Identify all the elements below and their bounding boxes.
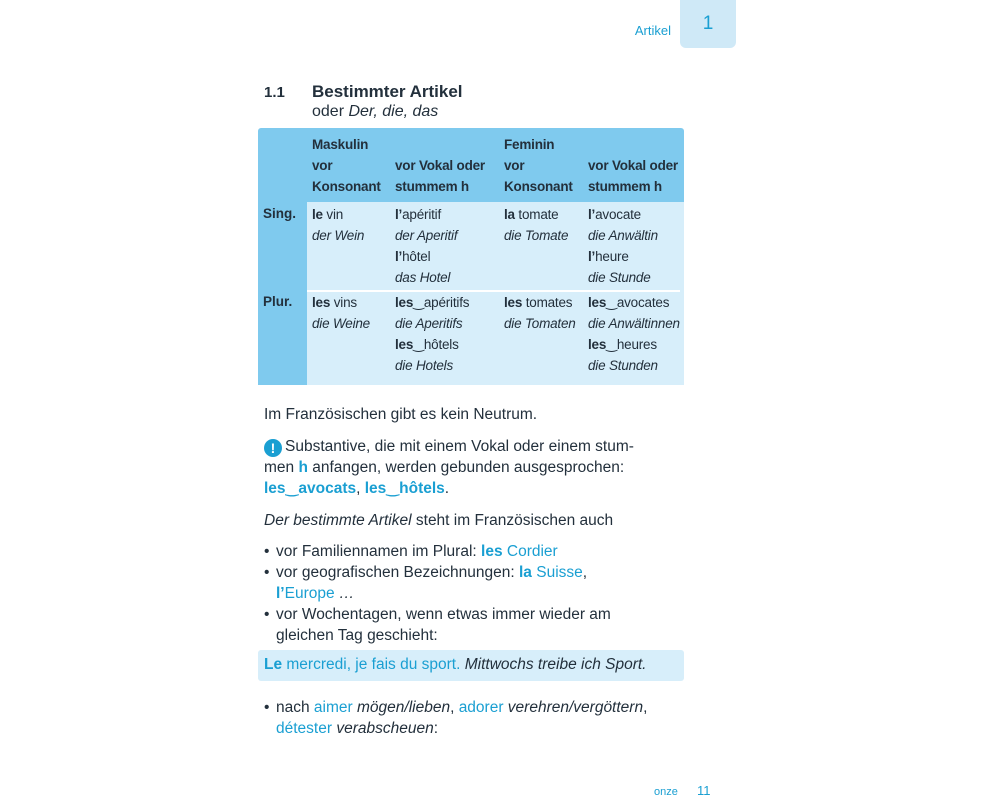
cell-plur-fem-consonant [504, 292, 576, 334]
bullet-verbs [264, 697, 704, 739]
translation: die Tomaten [504, 316, 576, 331]
article: les [395, 295, 414, 310]
liaison-warning [264, 436, 694, 499]
intro-rest: steht im Französischen auch [411, 512, 614, 529]
header-line: vor Vokal oder [395, 158, 485, 173]
entry [504, 204, 568, 225]
noun: tomate [514, 207, 559, 222]
article: l’ [395, 207, 403, 222]
verb: aimer [313, 699, 353, 716]
section-number: 1.1 [264, 84, 285, 101]
header-line: vor [504, 158, 525, 173]
header-line: Feminin [504, 137, 555, 152]
entry [588, 334, 680, 355]
period: . [444, 480, 450, 497]
entry [312, 292, 370, 313]
translation: das Hotel [395, 270, 451, 285]
cell-plur-fem-vowel [588, 292, 680, 376]
section-title: Bestimmter Artikel [312, 82, 463, 101]
entry [312, 204, 364, 225]
header-col-3 [504, 134, 573, 197]
example-word: Cordier [502, 543, 558, 560]
warning-line-2 [264, 457, 694, 478]
section-subtitle [312, 103, 438, 121]
header-col-1 [312, 134, 381, 197]
intro-italic: Der bestimmte Artikel [264, 512, 412, 529]
translation: die Aperitifs [395, 316, 463, 331]
verb-translation: verehren/vergöttern [503, 699, 644, 716]
noun: hôtel [402, 249, 431, 264]
example-word: les‿avocats [264, 480, 357, 497]
translation: die Weine [312, 316, 370, 331]
article: les [588, 295, 607, 310]
article: la [504, 207, 515, 222]
subtitle-italic: Der, die, das [348, 103, 439, 120]
ellipsis: … [334, 585, 355, 602]
warning-text: Substantive, die mit einem Vokal oder einem stum- [285, 438, 634, 455]
header-line: Maskulin [312, 137, 369, 152]
separator: , [450, 699, 459, 716]
verb-translation: mögen/lieben [352, 699, 451, 716]
header-line: Konsonant [504, 179, 573, 194]
bullet-line: vor Wochentagen, wenn etwas immer wieder am [276, 606, 611, 623]
article: l’ [588, 207, 596, 222]
exclamation-circle-icon: ! [264, 439, 282, 457]
entry [395, 334, 469, 355]
warning-h: h [298, 459, 308, 476]
bullet-dot: • [264, 606, 270, 623]
bullet-label: nach [276, 699, 314, 716]
header-line: stummem h [588, 179, 662, 194]
example-word: Suisse [531, 564, 583, 581]
article: le [312, 207, 323, 222]
header-line [588, 134, 678, 155]
usage-intro [264, 510, 694, 531]
subtitle-prefix: oder [312, 103, 349, 120]
entry [504, 292, 576, 313]
noun: ‿hôtels [413, 337, 459, 352]
article: les [504, 295, 523, 310]
bullet-label: vor geografischen Bezeichnungen: [276, 564, 519, 581]
entry [395, 204, 457, 225]
comma: , [643, 699, 648, 716]
example-german: Mittwochs treibe ich Sport. [460, 656, 647, 673]
chapter-tab[interactable] [680, 0, 736, 48]
row-label-plural: Plur. [263, 294, 293, 309]
header-line: vor [312, 158, 333, 173]
noun: ‿apéritifs [413, 295, 470, 310]
translation: die Anwältinnen [588, 316, 680, 331]
example-article: l’ [276, 585, 285, 602]
cell-sing-masc-vowel [395, 204, 457, 288]
warning-text: men [264, 459, 299, 476]
bullet-text [276, 697, 704, 739]
example-article: les [481, 543, 503, 560]
header-line: Konsonant [312, 179, 381, 194]
noun: ‿heures [606, 337, 657, 352]
colon: : [433, 720, 439, 737]
translation: die Stunde [588, 270, 651, 285]
bullet-dot: • [264, 699, 270, 716]
bullet-label: vor Familiennamen im Plural: [276, 543, 482, 560]
bullet-text [276, 562, 704, 604]
bullet-geography [264, 562, 704, 604]
warning-text: anfangen, werden gebunden ausgesprochen: [307, 459, 625, 476]
noun: heure [595, 249, 629, 264]
page-number: 11 [697, 783, 711, 798]
bullet-weekdays [264, 604, 704, 646]
noun: avocate [595, 207, 641, 222]
translation: die Stunden [588, 358, 658, 373]
article: les [312, 295, 331, 310]
translation: der Wein [312, 228, 365, 243]
example-article: Le [264, 656, 283, 673]
neutrum-note: Im Französischen gibt es kein Neutrum. [264, 406, 538, 423]
bullet-text [276, 541, 704, 562]
article: l’ [588, 249, 596, 264]
noun: apéritif [402, 207, 442, 222]
entry [395, 246, 457, 267]
example-sentence [264, 656, 647, 674]
warning-line-3 [264, 478, 694, 499]
header-col-4 [588, 134, 678, 197]
cell-sing-fem-consonant [504, 204, 568, 246]
warning-line-1 [264, 436, 694, 457]
bullet-dot: • [264, 564, 270, 581]
example-word: Europe [284, 585, 335, 602]
verb-translation: verabscheuen [332, 720, 434, 737]
header-col-2 [395, 134, 485, 197]
cell-plur-masc-vowel [395, 292, 469, 376]
verb: détester [276, 720, 333, 737]
header-line: vor Vokal oder [588, 158, 678, 173]
translation: die Tomate [504, 228, 569, 243]
entry [395, 292, 469, 313]
example-word: les‿hôtels [364, 480, 445, 497]
row-label-singular: Sing. [263, 206, 296, 221]
article: les [588, 337, 607, 352]
noun: ‿avocates [606, 295, 670, 310]
translation: der Aperitif [395, 228, 458, 243]
example-french: mercredi, je fais du sport. [282, 656, 461, 673]
entry [588, 292, 680, 313]
cell-plur-masc-consonant [312, 292, 370, 334]
bullet-family-names [264, 541, 704, 562]
verb: adorer [458, 699, 504, 716]
article: les [395, 337, 414, 352]
page-number-word: onze [654, 786, 678, 798]
chapter-number: 1 [702, 13, 714, 34]
noun: vin [322, 207, 344, 222]
cell-sing-fem-vowel [588, 204, 658, 288]
comma: , [582, 564, 588, 581]
entry [588, 204, 658, 225]
cell-sing-masc-consonant [312, 204, 364, 246]
bullet-line: gleichen Tag geschieht: [276, 627, 438, 644]
bullet-text [276, 604, 704, 646]
example-article: la [519, 564, 532, 581]
translation: die Hotels [395, 358, 454, 373]
entry [588, 246, 658, 267]
article: l’ [395, 249, 403, 264]
noun: tomates [522, 295, 573, 310]
translation: die Anwältin [588, 228, 658, 243]
chapter-label: Artikel [634, 23, 671, 38]
header-line: stummem h [395, 179, 469, 194]
separator: , [356, 480, 365, 497]
bullet-dot: • [264, 543, 270, 560]
article-table [258, 128, 684, 385]
noun: vins [330, 295, 357, 310]
header-line [395, 134, 485, 155]
